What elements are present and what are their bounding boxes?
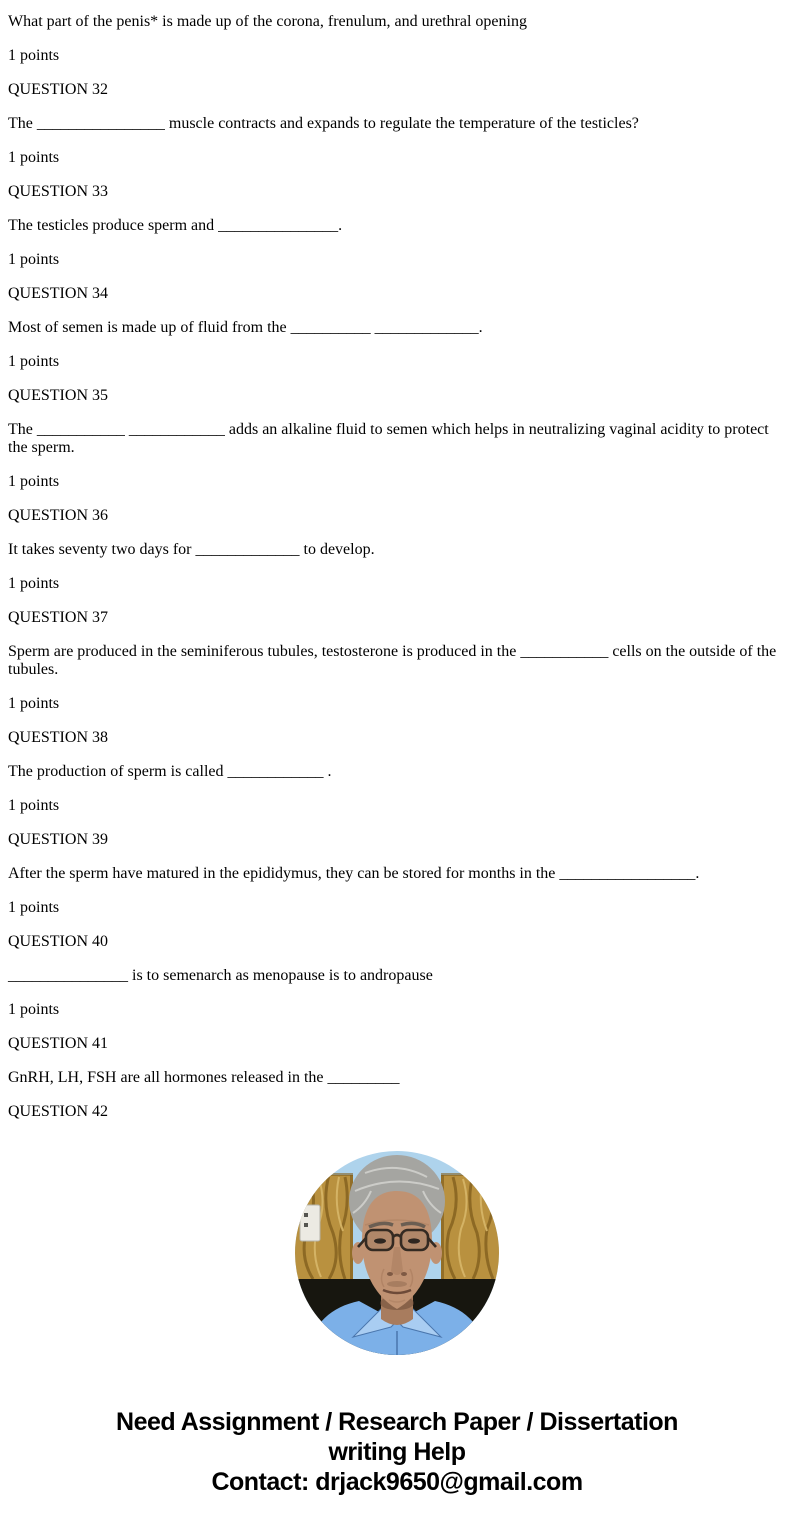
question-label: QUESTION 34 — [8, 285, 108, 302]
question-text: It takes seventy two days for _____________ to develop. — [8, 541, 375, 558]
question-text: The testicles produce sperm and _______________. — [8, 217, 343, 234]
question-label: QUESTION 32 — [8, 81, 108, 98]
points-label: 1 points — [8, 899, 60, 916]
footer-banner — [0, 1407, 794, 1497]
question-text: GnRH, LH, FSH are all hormones released in the _________ — [8, 1069, 400, 1086]
points-label: 1 points — [8, 797, 60, 814]
points-label: 1 points — [8, 695, 60, 712]
question-label: QUESTION 38 — [8, 729, 108, 746]
question-label: QUESTION 33 — [8, 183, 108, 200]
question-label: QUESTION 40 — [8, 933, 108, 950]
question-text: The production of sperm is called ____________ . — [8, 763, 332, 780]
photo-eye-left — [374, 1238, 386, 1243]
points-label: 1 points — [8, 47, 60, 64]
points-label: 1 points — [8, 353, 60, 370]
photo-wall-plate — [300, 1205, 320, 1241]
question-label: QUESTION 39 — [8, 831, 108, 848]
question-text: _______________ is to semenarch as menopause is to andropause — [8, 967, 433, 984]
question-label: QUESTION 41 — [8, 1035, 108, 1052]
instructor-photo — [295, 1151, 499, 1355]
footer-line-1: Need Assignment / Research Paper / Dissertation — [116, 1408, 678, 1436]
points-label: 1 points — [8, 473, 60, 490]
question-text: Sperm are produced in the seminiferous tubules, testosterone is produced in the ___________ cells on the outside of the tubules. — [8, 643, 781, 678]
question-text: After the sperm have matured in the epididymus, they can be stored for months in the _________________. — [8, 865, 700, 882]
question-text: The ___________ ____________ adds an alkaline fluid to semen which helps in neutralizing vaginal acidity to protect the sperm. — [8, 421, 773, 456]
question-label: QUESTION 42 — [8, 1103, 108, 1120]
question-text: Most of semen is made up of fluid from the __________ _____________. — [8, 319, 483, 336]
instructor-photo-wrap — [0, 1151, 794, 1355]
points-label: 1 points — [8, 1001, 60, 1018]
footer-line-2: writing Help — [328, 1438, 466, 1466]
photo-eye-right — [408, 1238, 420, 1243]
question-label: QUESTION 35 — [8, 387, 108, 404]
points-label: 1 points — [8, 251, 60, 268]
quiz-page — [0, 13, 794, 1497]
question-text: What part of the penis* is made up of the corona, frenulum, and urethral opening — [8, 13, 527, 30]
question-label: QUESTION 36 — [8, 507, 108, 524]
question-label: QUESTION 37 — [8, 609, 108, 626]
quiz-document — [0, 13, 794, 1121]
question-text: The ________________ muscle contracts and expands to regulate the temperature of the testicles? — [8, 115, 639, 132]
footer-contact-line: Contact: drjack9650@gmail.com — [211, 1468, 583, 1496]
points-label: 1 points — [8, 149, 60, 166]
points-label: 1 points — [8, 575, 60, 592]
